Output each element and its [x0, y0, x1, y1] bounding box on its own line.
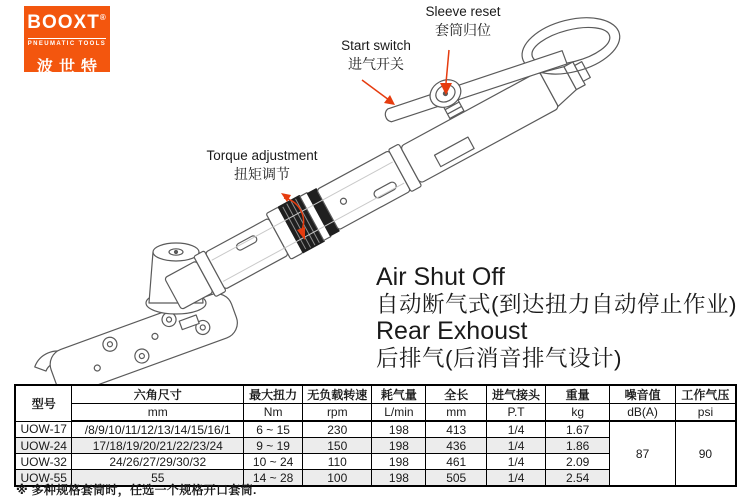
cell-inlet: 1/4	[487, 421, 546, 438]
cell-length: 461	[426, 454, 487, 470]
cell-model: UOW-55	[15, 470, 72, 487]
col-header-length: 全长	[426, 385, 487, 404]
col-header-hex: 六角尺寸	[72, 385, 244, 404]
feature-text	[376, 264, 737, 372]
col-header-air: 耗气量	[372, 385, 426, 404]
cell-model: UOW-17	[15, 421, 72, 438]
cell-hex: 55	[72, 470, 244, 487]
unit-weight: kg	[546, 404, 610, 422]
cell-torque: 9 ~ 19	[244, 438, 303, 454]
cell-air: 198	[372, 470, 426, 487]
cell-pressure: 90	[675, 421, 736, 486]
cell-weight: 2.54	[546, 470, 610, 487]
feature-air-shut-off-zh: 自动断气式(到达扭力自动停止作业)	[376, 292, 737, 317]
label-sleeve-reset-en: Sleeve reset	[425, 4, 501, 19]
unit-hex: mm	[72, 404, 244, 422]
brand-text: BOOXT	[27, 12, 100, 33]
cell-speed: 230	[303, 421, 372, 438]
footnote: ※ 多种规格套筒时，任选一个规格开口套筒.	[16, 483, 257, 497]
cell-air: 198	[372, 421, 426, 438]
cell-hex: 24/26/27/29/30/32	[72, 454, 244, 470]
brand-subtitle: PNEUMATIC TOOLS	[28, 38, 106, 48]
label-sleeve-reset-zh: 套筒归位	[435, 22, 491, 39]
cell-speed: 150	[303, 438, 372, 454]
cell-weight: 1.86	[546, 438, 610, 454]
unit-length: mm	[426, 404, 487, 422]
cell-inlet: 1/4	[487, 438, 546, 454]
feature-air-shut-off-en: Air Shut Off	[376, 263, 505, 291]
label-start-switch	[320, 37, 432, 74]
cell-length: 505	[426, 470, 487, 487]
registered-mark: ®	[99, 13, 107, 22]
cell-air: 198	[372, 438, 426, 454]
cell-model: UOW-32	[15, 454, 72, 470]
label-torque-adjustment	[202, 147, 322, 184]
unit-inlet: P.T	[487, 404, 546, 422]
cell-inlet: 1/4	[487, 454, 546, 470]
cell-hex: /8/9/10/11/12/13/14/15/16/1	[72, 421, 244, 438]
feature-rear-exhaust-en: Rear Exhoust	[376, 317, 528, 345]
cell-model: UOW-24	[15, 438, 72, 454]
cell-torque: 14 ~ 28	[244, 470, 303, 487]
label-start-switch-zh: 进气开关	[348, 56, 404, 73]
col-header-pressure: 工作气压	[675, 385, 736, 404]
cell-noise: 87	[610, 421, 676, 486]
cell-torque: 6 ~ 15	[244, 421, 303, 438]
cell-weight: 2.09	[546, 454, 610, 470]
cell-hex: 17/18/19/20/21/22/23/24	[72, 438, 244, 454]
label-torque-adjustment-zh: 扭矩调节	[234, 166, 290, 183]
table-row	[15, 421, 736, 438]
col-header-weight: 重量	[546, 385, 610, 404]
unit-noise: dB(A)	[610, 404, 676, 422]
unit-speed: rpm	[303, 404, 372, 422]
cell-speed: 110	[303, 454, 372, 470]
cell-length: 436	[426, 438, 487, 454]
unit-torque: Nm	[244, 404, 303, 422]
col-header-speed: 无负载转速	[303, 385, 372, 404]
col-header-inlet: 进气接头	[487, 385, 546, 404]
col-header-torque: 最大扭力	[244, 385, 303, 404]
cell-torque: 10 ~ 24	[244, 454, 303, 470]
brand-chinese: 波世特	[36, 59, 103, 76]
cell-speed: 100	[303, 470, 372, 487]
spec-table	[14, 384, 737, 487]
wrench-head	[32, 288, 242, 385]
label-sleeve-reset	[398, 3, 528, 40]
cell-length: 413	[426, 421, 487, 438]
cell-weight: 1.67	[546, 421, 610, 438]
feature-rear-exhaust-zh: 后排气(后消音排气设计)	[376, 346, 622, 371]
col-header-noise: 噪音值	[610, 385, 676, 404]
unit-pressure: psi	[675, 404, 736, 422]
cell-inlet: 1/4	[487, 470, 546, 487]
col-header-model: 型号	[15, 385, 72, 421]
label-torque-adjustment-en: Torque adjustment	[206, 148, 318, 163]
cell-air: 198	[372, 454, 426, 470]
label-start-switch-en: Start switch	[341, 38, 411, 53]
start-switch-arrow	[362, 80, 395, 105]
unit-air: L/min	[372, 404, 426, 422]
